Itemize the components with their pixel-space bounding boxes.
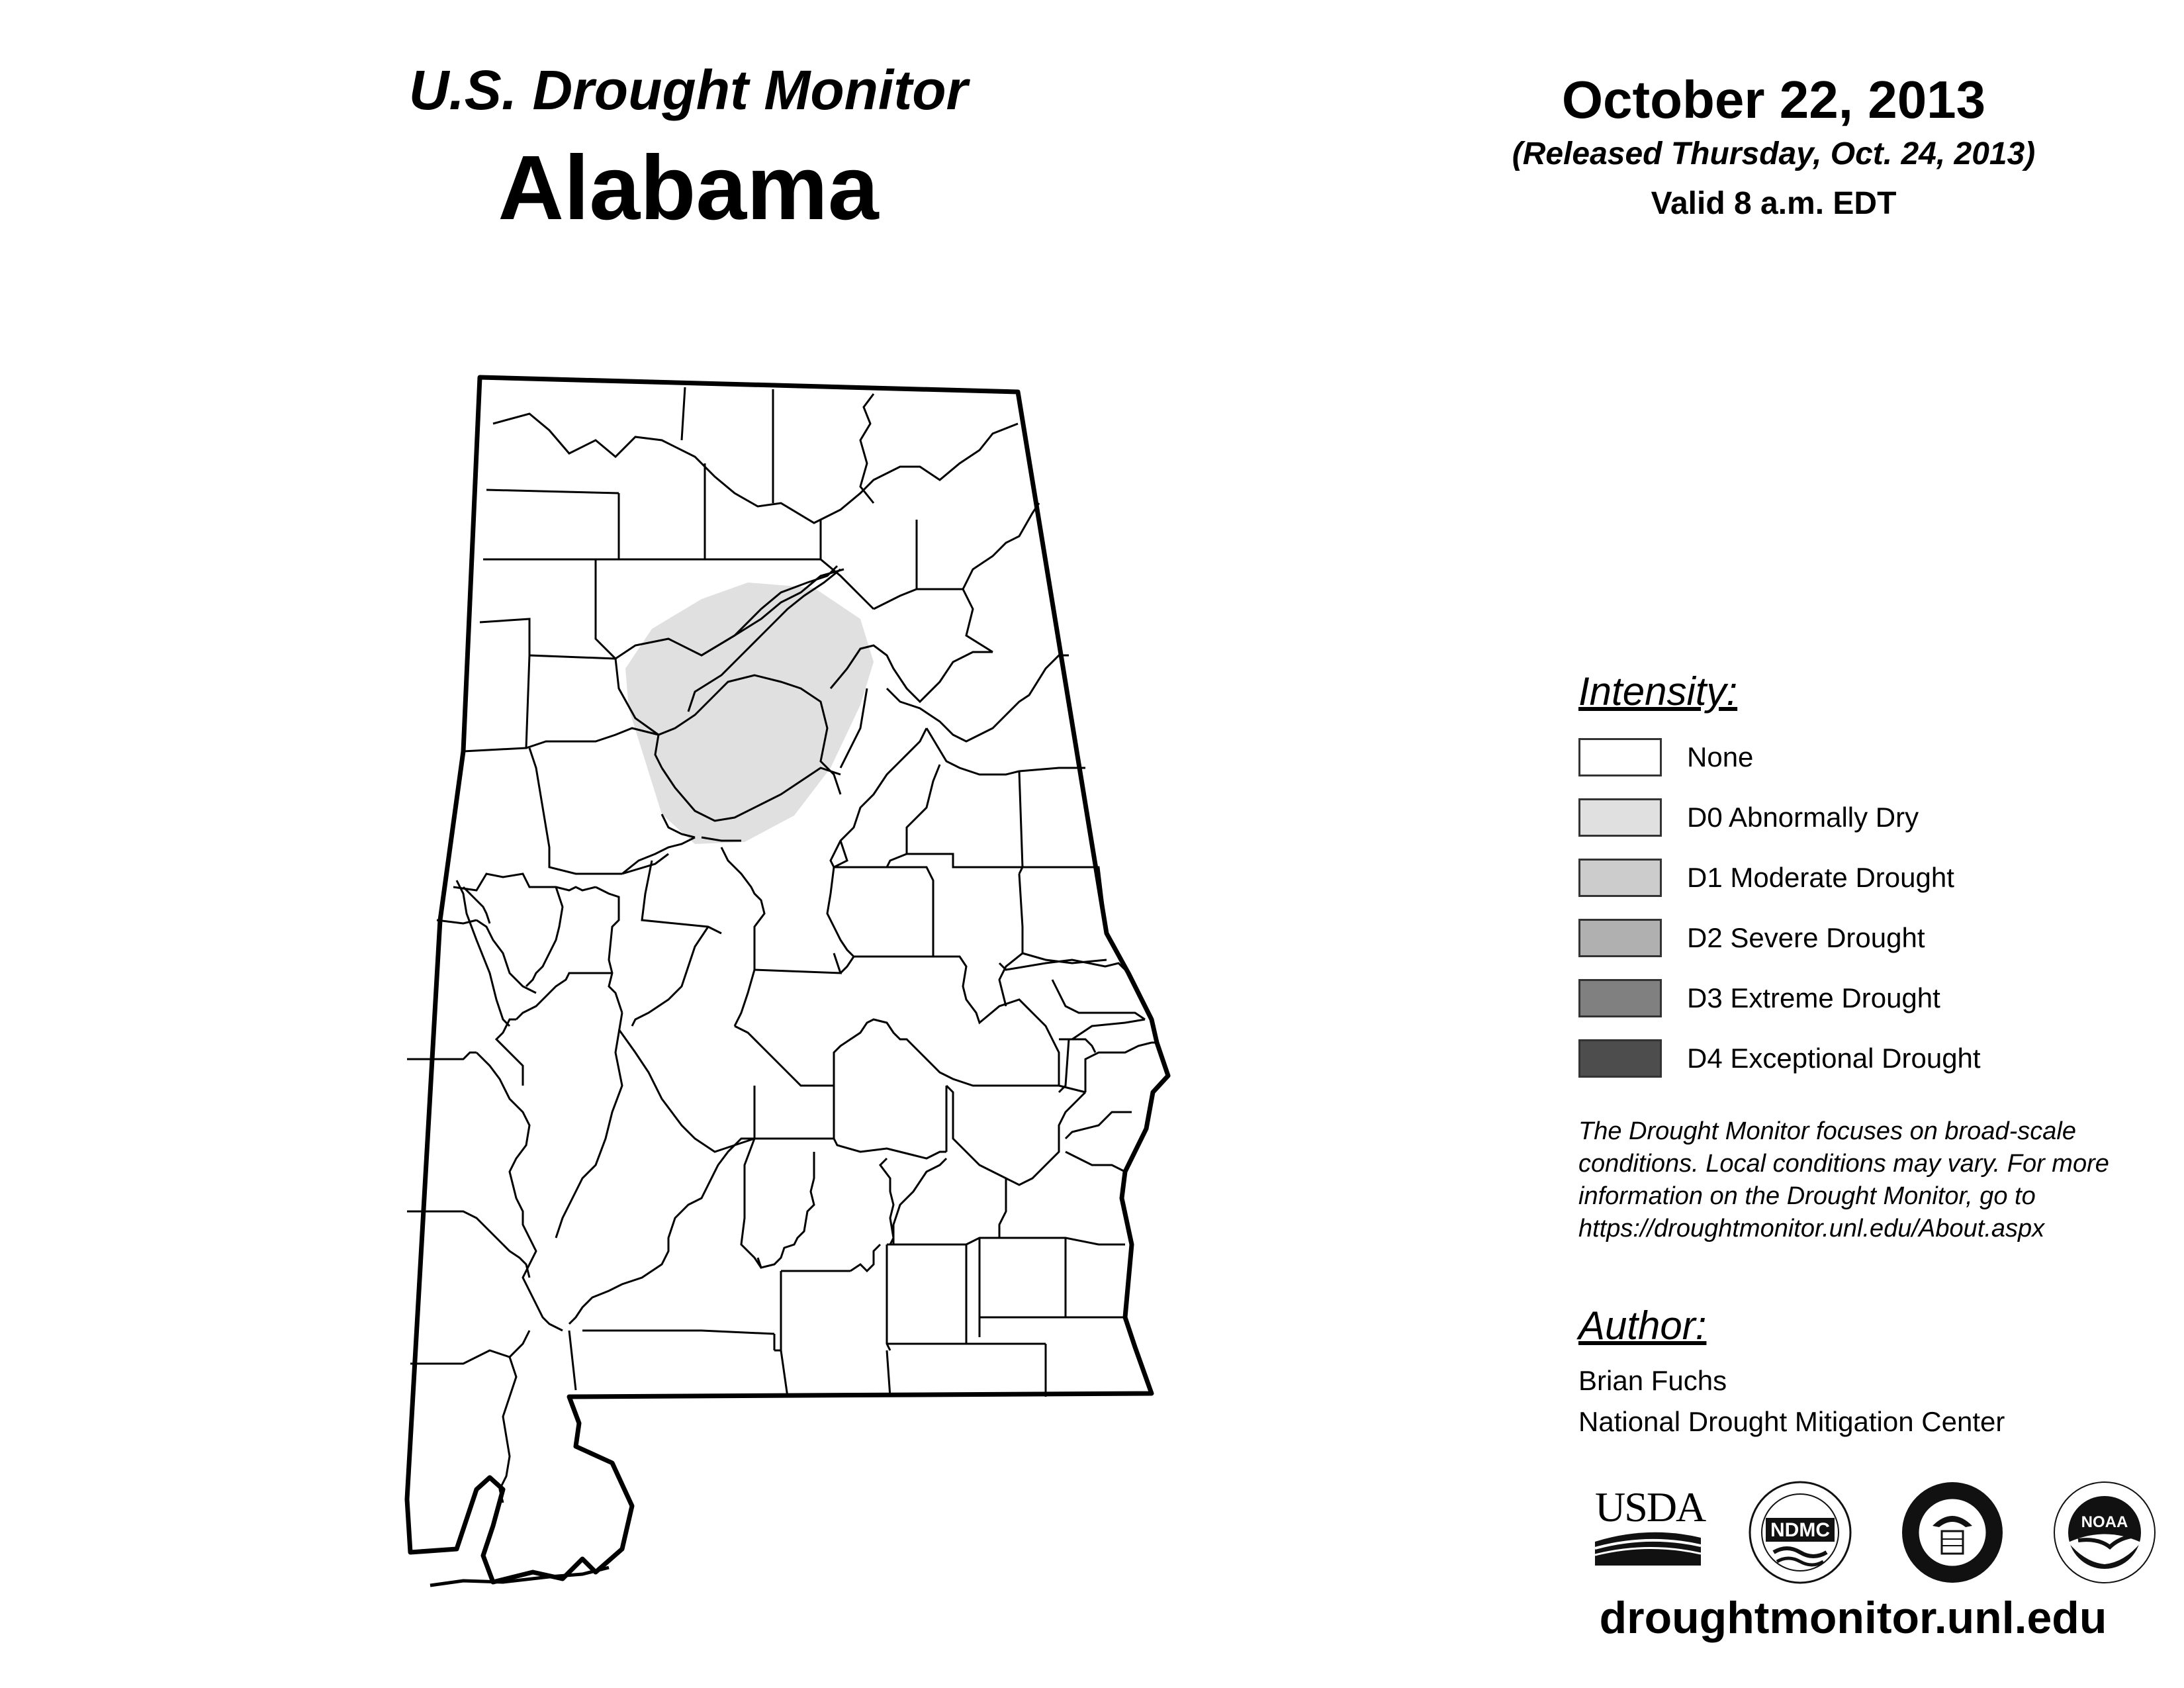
state-title: Alabama: [498, 137, 879, 239]
note-line: conditions. Local conditions may vary. For more: [1578, 1150, 2109, 1178]
valid-time: Valid 8 a.m. EDT: [1651, 186, 1897, 221]
legend-item-d1: [1578, 857, 1954, 899]
note-link[interactable]: https://droughtmonitor.unl.edu/About.aspx: [1578, 1215, 2045, 1243]
legend-swatch: [1578, 919, 1662, 957]
author-title: Author:: [1578, 1303, 1707, 1348]
usda-swoosh-icon: [1595, 1528, 1701, 1566]
note-line: The Drought Monitor focuses on broad-scale: [1578, 1117, 2076, 1145]
legend-swatch: [1578, 1039, 1662, 1078]
legend-item-none: [1578, 736, 1753, 778]
noaa-logo: [2052, 1479, 2158, 1585]
commerce-seal-icon: [1899, 1479, 2005, 1585]
legend-item-d4: [1578, 1037, 1981, 1080]
legend-label: D1 Moderate Drought: [1687, 862, 1954, 893]
legend-label: D4 Exceptional Drought: [1687, 1043, 1981, 1074]
legend-swatch: [1578, 859, 1662, 897]
ndmc-logo-text: NDMC: [1770, 1519, 1830, 1541]
legend-swatch: [1578, 979, 1662, 1017]
legend-title: Intensity:: [1578, 669, 1738, 714]
legend-label: D2 Severe Drought: [1687, 922, 1925, 953]
author-name: Brian Fuchs: [1578, 1365, 1727, 1396]
commerce-logo: [1899, 1479, 2005, 1585]
legend-label: D0 Abnormally Dry: [1687, 802, 1919, 833]
state-outline: [407, 377, 1168, 1582]
legend-label: D3 Extreme Drought: [1687, 982, 1940, 1013]
ndmc-seal-icon: [1747, 1479, 1853, 1585]
website-link[interactable]: droughtmonitor.unl.edu: [1599, 1593, 2107, 1643]
author-org: National Drought Mitigation Center: [1578, 1406, 2005, 1437]
disclaimer-note: [1578, 1115, 2174, 1245]
ndmc-logo: [1747, 1479, 1853, 1585]
noaa-seal-icon: [2052, 1479, 2158, 1585]
legend-item-d0: [1578, 796, 1919, 839]
usda-logo: [1595, 1483, 1706, 1566]
legend-item-d3: [1578, 977, 1940, 1019]
usda-logo-text: USDA: [1595, 1483, 1706, 1530]
legend-label: None: [1687, 741, 1754, 773]
note-line: information on the Drought Monitor, go to: [1578, 1182, 2036, 1210]
noaa-logo-text: NOAA: [2081, 1513, 2128, 1531]
legend-swatch: [1578, 798, 1662, 837]
monitor-title: U.S. Drought Monitor: [408, 59, 968, 121]
legend-item-d2: [1578, 917, 1925, 959]
legend-swatch: [1578, 738, 1662, 776]
release-date: (Released Thursday, Oct. 24, 2013): [1512, 136, 2036, 171]
map-date: October 22, 2013: [1561, 70, 1986, 129]
